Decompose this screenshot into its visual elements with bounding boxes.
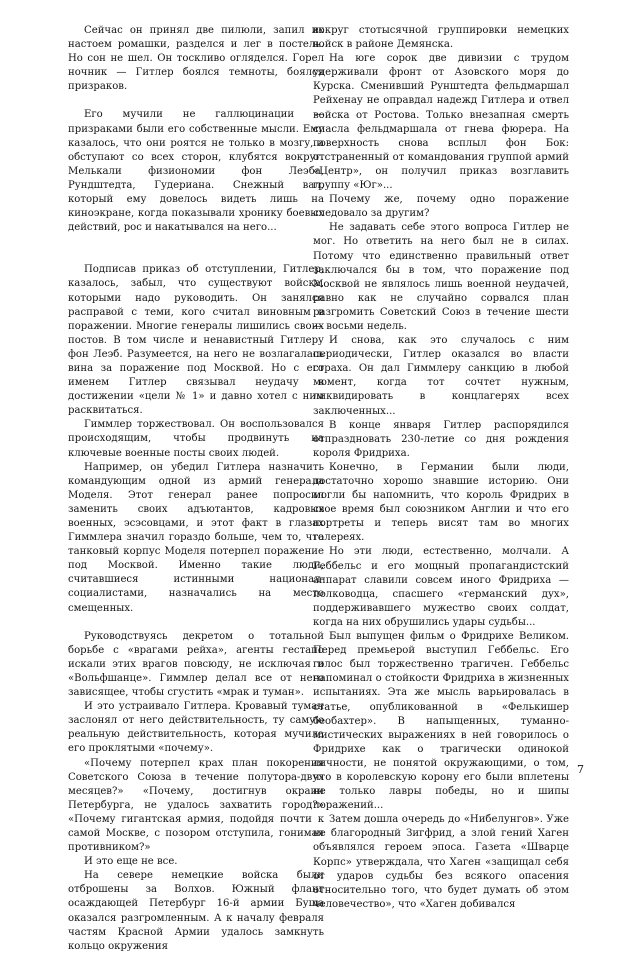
paragraph: Сейчас он принял две пилюли, запил их настоем ромашки, разделся и лег в постель. Но сон не шел. Он тоскливо огляделся. Горел ночник — Гитлер боялся темноты, боялся призраков. [68, 25, 324, 93]
paragraph: Не задавать себе этого вопроса Гитлер не мог. Но ответить на него был не в силах. Потому что единственно правильный ответ заключался бы в том, что поражение под Москвой не являлось лишь военной неудачей, равно как не случайно сорвался план разгромить Советский Союз в течение шести — восьми недель. [313, 222, 569, 332]
paragraph: Руководствуясь декретом о тотальной борьбе с «врагами рейха», агенты гестапо искали этих врагов повсюду, не исключая и «Вольфшанце». Гиммлер делал все от него зависящее, чтобы сгустить «мрак и туман». [68, 630, 324, 699]
paragraph: И это еще не все. [84, 856, 178, 868]
paragraph: Был выпущен фильм о Фридрихе Великом. Перед премьерой выступил Геббельс. Его голос был торжественно трагичен. Геббельс напоминал о стойкости Фридриха в жизненных испытаниях. Эта же мысль варьировалась в статье, опубликованной в «Фелькишер беобахтер». В напыщенных, туманно-мистических выражениях в ней говорилось о Фридрихе как о трагически одинокой личности, не понятой окружающими, о том, что в королевскую корону его были вплетены не только лавры победы, но и шипы поражений... [313, 631, 569, 812]
paragraph: Например, он убедил Гитлера назначить командующим одной из армий генерала Моделя. Этот генерал ранее попросил заменить своих адъютантов, кадровых военных, эсэсовцами, и этот факт в глазах Гиммлера значил гораздо больше, чем то, что танковый корпус Моделя потерпел поражение под Москвой. Именно такие люди, считавшиеся истинными национал-социалистами, назначались на место смещенных. [68, 461, 324, 614]
paragraph: Затем дошла очередь до «Нибелунгов». Уже не благородный Зигфрид, а злой гений Хаген объявлялся героем эпоса. Газета «Шварце Корпс» утверждала, что Хаген «защищал себя от ударов судьбы без всякого опасения относительно того, что будет думать об этом человечество», что «Хаген добивался [313, 814, 569, 910]
paragraph: Но эти люди, естественно, молчали. А Геббельс и его мощный пропагандистский аппарат славили совсем иного Фридриха — полководца, спасшего «германский дух», поддерживавшего мужество своих солдат, когда на них обрушились удары судьбы... [313, 546, 569, 628]
left-text-column [68, 24, 324, 954]
paragraph: Его мучили не галлюцинации — призраками были его собственные мысли. Ему казалось, что они роятся не только в мозгу, а обступают со всех сторон, клубятся вокруг. Мелькали физиономии фон Леэба, Рундштедта, Гудериана. Снежный вал, который ему довелось видеть лишь на киноэкране, когда показывали хронику боевых действий, рос и накатывался на него... [68, 109, 324, 234]
paragraph: «Почему потерпел крах план покорения Советского Союза в течение полутора-двух месяцев?» «Почему, достигнув окраин Петербурга, не удалось захватить город?» «Почему гигантская армия, подойдя почти к самой Москве, с позором отступила, гонимая противником?» [68, 757, 324, 854]
section-break [68, 249, 324, 263]
paragraph: На севере немецкие войска были отброшены за Волхов. Южный фланг осаждающей Петербург 16-й армии Буша оказался разгромленным. А к началу февраля частям Красной Армии удалось замкнуть кольцо окружения [68, 870, 324, 952]
paragraph: вокруг стотысячной группировки немецких войск в районе Демянска. [313, 25, 569, 51]
paragraph: И снова, как это случалось с ним периодически, Гитлер оказался во власти страха. Он дал Гиммлеру санкцию в любой момент, когда тот сочтет нужным, ликвидировать в концлагерях всех заключенных... [313, 335, 569, 417]
paragraph: На юге сорок две дивизии с трудом удерживали фронт от Азовского моря до Курска. Сменивший Рунштедта фельдмаршал Рейхенау не оправдал надежд Гитлера и отвел войска от Ростова. Только внезапная смерть спасла фельдмаршала от гнева фюрера. На поверхность снова всплыл фон Бок: отстраненный от командования группой армий «Центр», он получил приказ возглавить группу «Юг»... [313, 53, 569, 192]
paragraph: И это устраивало Гитлера. Кровавый туман заслонял от него действительность, ту самую реальную действительность, которая мучила его проклятыми «почему». [68, 701, 324, 755]
paragraph: Гиммлер торжествовал. Он воспользовался происходящим, чтобы продвинуть на ключевые военные посты своих людей. [68, 419, 324, 459]
paragraph: Почему же, почему одно поражение следовало за другим? [313, 194, 569, 220]
paragraph: В конце января Гитлер распорядился отпраздновать 230-летие со дня рождения короля Фридриха. [313, 419, 569, 459]
section-break [68, 235, 324, 249]
right-text-column [313, 24, 569, 912]
spacer [68, 616, 324, 630]
page-number: 7 [577, 763, 584, 776]
spacer [68, 94, 324, 108]
paragraph: Конечно, в Германии были люди, достаточно хорошо знавшие историю. Они могли бы напомнить, что король Фридрих в свое время был союзником Англии и что его портреты и теперь висят там во многих галереях. [313, 461, 569, 544]
paragraph: Подписав приказ об отступлении, Гитлер, казалось, забыл, что существуют войска, которыми надо руководить. Он занялся расправой с теми, кого считал виновным в поражении. Многие генералы лишились своих постов. В том числе и ненавистный Гитлеру фон Леэб. Разумеется, на него не возлагалась вина за поражение под Москвой. Но с его именем Гитлер связывал неудачу в достижении «цели № 1» и давно хотел с ним расквитаться. [68, 264, 324, 417]
